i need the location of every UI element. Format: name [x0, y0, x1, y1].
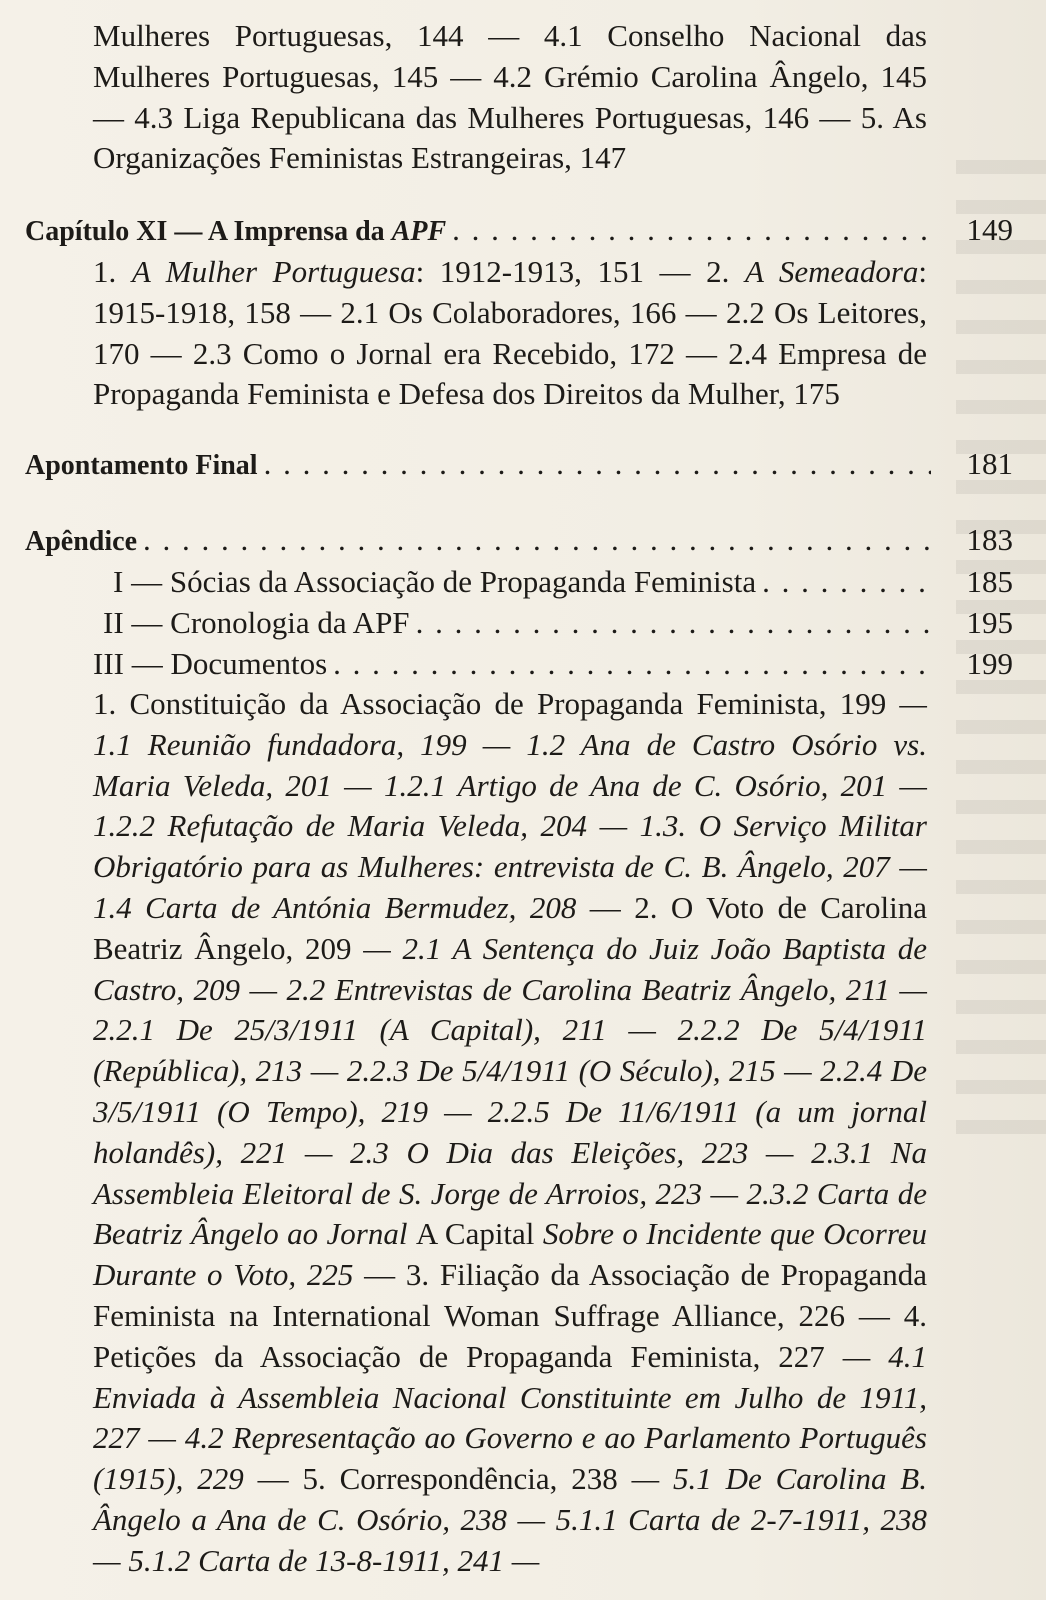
page-number: 185 [966, 564, 1013, 599]
toc-subentry-documentos [93, 644, 1013, 684]
leader-dots [333, 644, 930, 684]
toc-entry-apontamento-final [25, 444, 1013, 486]
continuation-entries: Mulheres Portuguesas, 144 — 4.1 Conselho Nacional das Mulheres Portuguesas, 145 — 4.2 Grémio Carolina Ângelo, 145 — 4.3 Liga Republicana das Mulheres Portuguesas, 146 — 5. As Organizações Feministas Estrangeiras, 147 [93, 18, 927, 176]
toc-continuation-text [93, 16, 927, 179]
entry-title: I — Sócias da Associação de Propaganda Feminista [113, 564, 757, 599]
leader-dots [416, 603, 931, 643]
toc-entry-apendice [25, 520, 1013, 562]
leader-dots [264, 444, 931, 484]
leader-dots [143, 520, 931, 560]
page-number: 183 [966, 522, 1013, 557]
entry-title: Apontamento Final [25, 450, 258, 481]
page-number: 181 [966, 446, 1013, 481]
chapter-xi-subentries: 1. A Mulher Portuguesa: 1912-1913, 151 — 2. A Semeadora: 1915-1918, 158 — 2.1 Os Colaboradores, 166 — 2.2 Os Leitores, 170 — 2.3 Como o Jornal era Recebido, 172 — 2.4 Empresa de Propaganda Feminista e Defesa dos Direitos da Mulher, 175 [93, 254, 928, 412]
documentos-subentries: 1. Constituição da Associação de Propaganda Feminista, 199 — 1.1 Reunião fundadora, 199 — 1.2 Ana de Castro Osório vs. Maria Veleda, 201 — 1.2.1 Artigo de Ana de C. Osório, 201 — 1.2.2 Refutação de Maria Veleda, 204 — 1.3. O Serviço Militar Obrigatório para as Mulheres: entrevista de C. B. Ângelo, 207 — 1.4 Carta de Antónia Bermudez, 208 — 2. O Voto de Carolina Beatriz Ângelo, 209 — 2.1 A Sentença do Juiz João Baptista de Castro, 209 — 2.2 Entrevistas de Carolina Beatriz Ângelo, 211 — 2.2.1 De 25/3/1911 (A Capital), 211 — 2.2.2 De 5/4/1911 (República), 213 — 2.2.3 De 5/4/1911 (O Século), 215 — 2.2.4 De 3/5/1911 (O Tempo), 219 — 2.2.5 De 11/6/1911 (a um jornal holandês), 221 — 2.3 O Dia das Eleições, 223 — 2.3.1 Na Assembleia Eleitoral de S. Jorge de Arroios, 223 — 2.3.2 Carta de Beatriz Ângelo ao Jornal A Capital Sobre o Incidente que Ocorreu Durante o Voto, 225 — 3. Filiação da Associação de Propaganda Feminista na International Woman Suffrage Alliance, 226 — 4. Petições da Associação de Propaganda Feminista, 227 — 4.1 Enviada à Assembleia Nacional Constituinte em Julho de 1911, 227 — 4.2 Representação ao Governo e ao Parlamento Português (1915), 229 — 5. Correspondência, 238 — 5.1 De Carolina B. Ângelo a Ana de C. Osório, 238 — 5.1.1 Carta de 2-7-1911, 238 — 5.1.2 Carta de 13-8-1911, 241 — [93, 686, 928, 1578]
chapter-title: Capítulo XI — A Imprensa da APF [25, 216, 447, 247]
page-number: 195 [966, 605, 1013, 640]
entry-title: Apêndice [25, 526, 137, 557]
toc-subentry-cronologia [103, 603, 1013, 643]
entry-title: III — Documentos [93, 646, 328, 681]
leader-dots [762, 562, 930, 602]
page-number: 149 [966, 212, 1013, 247]
toc-entry-capitulo-xi [25, 210, 1013, 252]
leader-dots [452, 210, 930, 250]
toc-subentry-socias [113, 562, 1013, 602]
page-number: 199 [966, 646, 1013, 681]
entry-title: II — Cronologia da APF [103, 605, 410, 640]
